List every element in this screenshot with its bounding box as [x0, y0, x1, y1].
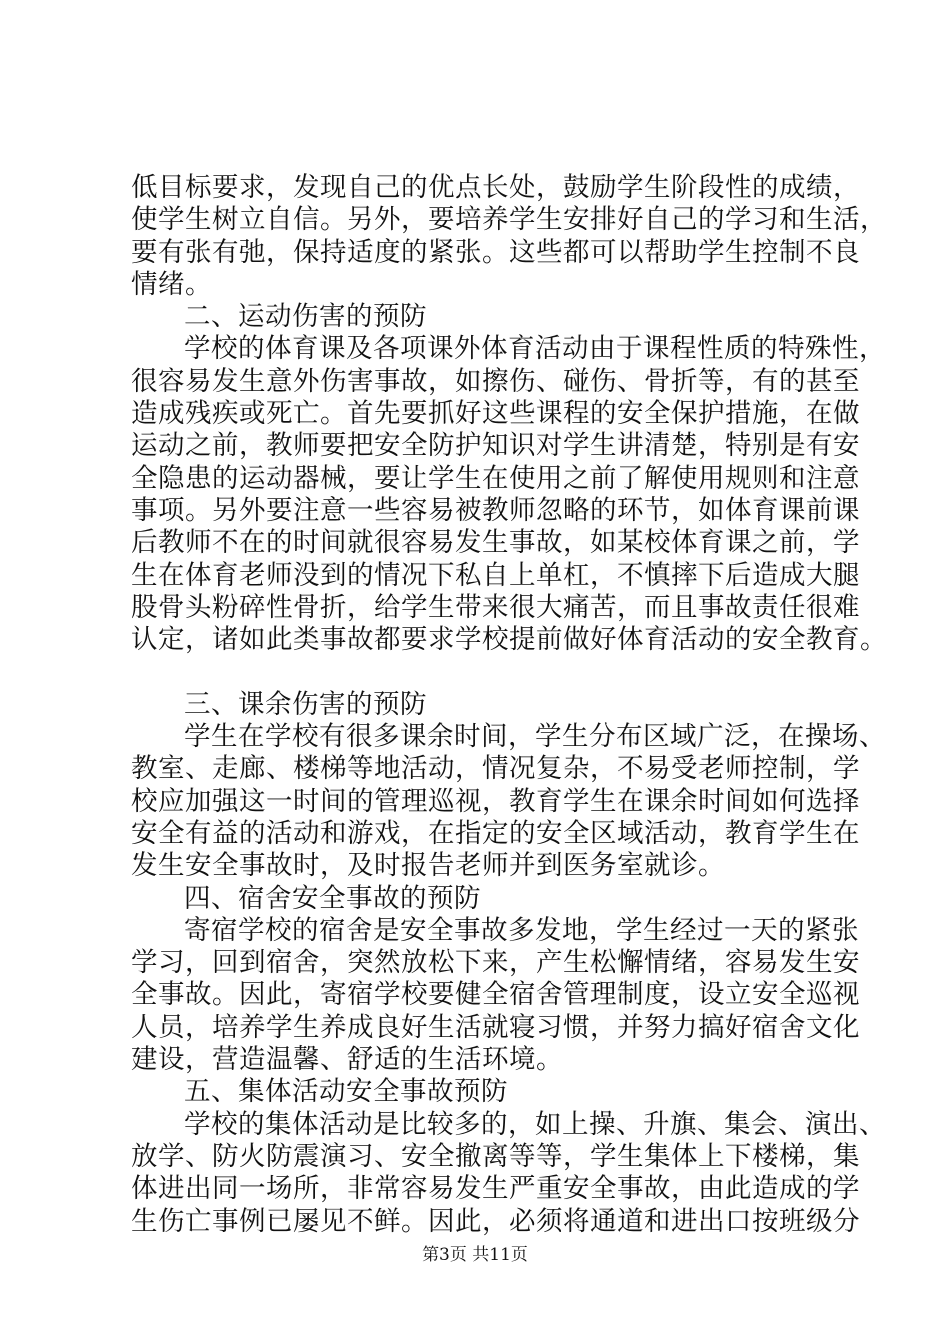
body-line: 校应加强这一时间的管理巡视，教育学生在课余时间如何选择 [131, 785, 860, 817]
paragraph-start: 学生在学校有很多课余时间，学生分布区域广泛，在操场、 [184, 721, 886, 753]
section-heading-5: 五、集体活动安全事故预防 [184, 1076, 508, 1108]
body-line: 体进出同一场所，非常容易发生严重安全事故，由此造成的学 [131, 1173, 860, 1205]
body-line: 事项。另外要注意一些容易被教师忽略的环节，如体育课前课 [131, 494, 860, 526]
body-line: 学习，回到宿舍，突然放松下来，产生松懈情绪，容易发生安 [131, 947, 860, 979]
body-line: 低目标要求，发现自己的优点长处，鼓励学生阶段性的成绩， [131, 172, 860, 203]
body-line: 全事故。因此，寄宿学校要健全宿舍管理制度，设立安全巡视 [131, 979, 860, 1011]
paragraph-start: 寄宿学校的宿舍是安全事故多发地，学生经过一天的紧张 [184, 914, 859, 946]
body-line: 发生安全事故时，及时报告老师并到医务室就诊。 [131, 850, 725, 882]
section-heading-2: 二、运动伤害的预防 [184, 301, 427, 333]
body-line: 全隐患的运动器械，要让学生在使用之前了解使用规则和注意 [131, 462, 860, 494]
body-line: 后教师不在的时间就很容易发生事故，如某校体育课之前，学 [131, 527, 860, 559]
paragraph-start: 学校的体育课及各项课外体育活动由于课程性质的特殊性， [184, 333, 886, 365]
body-line: 很容易发生意外伤害事故，如擦伤、碰伤、骨折等，有的甚至 [131, 365, 860, 397]
body-line: 使学生树立自信。另外，要培养学生安排好自己的学习和生活， [131, 204, 887, 236]
body-line: 股骨头粉碎性骨折，给学生带来很大痛苦，而且事故责任很难 [131, 591, 860, 623]
body-line: 安全有益的活动和游戏，在指定的安全区域活动，教育学生在 [131, 817, 860, 849]
body-line: 建设，营造温馨、舒适的生活环境。 [131, 1044, 563, 1076]
body-line: 教室、走廊、楼梯等地活动，情况复杂，不易受老师控制，学 [131, 753, 860, 785]
blank-line [131, 656, 831, 688]
body-line: 放学、防火防震演习、安全撤离等等，学生集体上下楼梯，集 [131, 1140, 860, 1172]
section-heading-4: 四、宿舍安全事故的预防 [184, 882, 481, 914]
body-line: 运动之前，教师要把安全防护知识对学生讲清楚，特别是有安 [131, 430, 860, 462]
body-line: 情绪。 [131, 268, 212, 300]
section-heading-3: 三、课余伤害的预防 [184, 688, 427, 720]
document-body [131, 172, 887, 1238]
body-line: 要有张有弛，保持适度的紧张。这些都可以帮助学生控制不良 [131, 236, 860, 268]
body-line: 人员，培养学生养成良好生活就寝习惯，并努力搞好宿舍文化 [131, 1011, 860, 1043]
body-line: 生伤亡事例已屡见不鲜。因此，必须将通道和进出口按班级分 [131, 1205, 860, 1237]
body-line: 生在体育老师没到的情况下私自上单杠，不慎摔下后造成大腿 [131, 559, 860, 591]
page-number-footer: 第3页 共11页 [422, 1245, 528, 1265]
body-line: 认定，诸如此类事故都要求学校提前做好体育活动的安全教育。 [131, 624, 887, 656]
body-line: 造成残疾或死亡。首先要抓好这些课程的安全保护措施，在做 [131, 398, 860, 430]
paragraph-start: 学校的集体活动是比较多的，如上操、升旗、集会、演出、 [184, 1108, 886, 1140]
